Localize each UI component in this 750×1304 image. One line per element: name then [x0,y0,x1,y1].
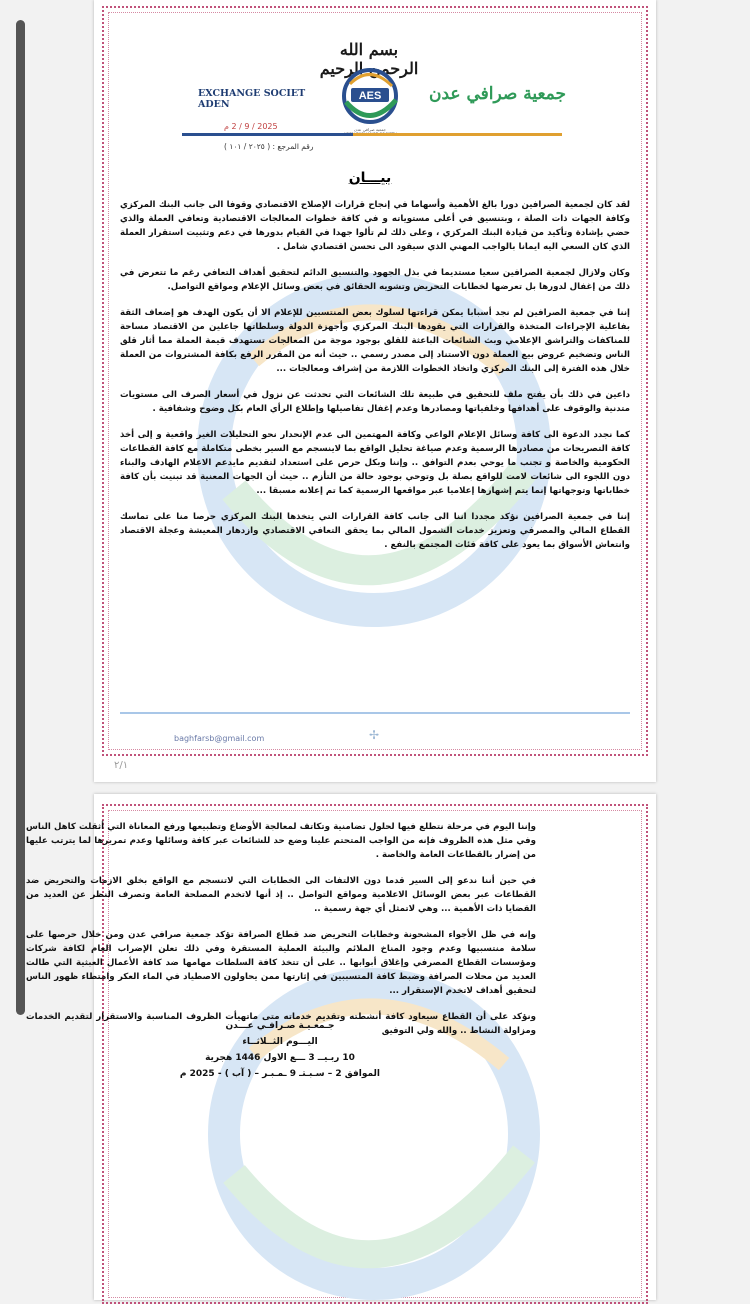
basmala-calligraphy: بسم الله الرحمن الرحيم [319,40,419,78]
header-divider [182,133,562,136]
signature-day: اليـــوم الثــلاثــاء [242,1037,318,1047]
logo-text: AES [358,90,382,102]
paragraph: إننا في جمعية الصرافين نؤكد مجددا اننا الى جانب كافة القرارات التي يتخذها البنك المركزي حرصا منا على تماسك القطاع المالي والمصرفي وتعزيز خدمات الشمول المالي بما يحقق التعافي الاقتصادي وازدهار المعيشة وعجلة الاقتصاد وانتعاش الأسواق بما يعود على كافة فئات المجتمع بالنفع . [120,512,630,550]
paragraph: داعين في ذلك بأن يفتح ملف للتحقيق في طبيعة تلك الشائعات التي تحدثت عن نزول في أسعار الصرف الى مستويات متدنية والوقوف على أهدافها وخلفياتها ومصادرها وعدم إغفال تفاصيلها وإطلاع الرأي العام بكل وضوح وشفافية . [120,390,630,414]
page2-body [26,820,536,1050]
footer-bird-icon: ✢ [368,728,380,742]
page1-body [120,198,630,564]
aes-logo-icon [338,66,402,128]
org-name-english: EXCHANGE SOCIET ADEN [198,88,306,110]
reference-number: رقم المرجع : ( ٢٠٢٥ / ١٠١ ) [224,142,314,151]
scrollbar[interactable] [16,20,25,1015]
paragraph: وكان ولازال لجمعية الصرافين سعيا مستديما في بذل الجهود والتنسيق الدائم لتحقيق أهداف التعافي رغم ما تتعرض في ذلك من إغفال لدورها بل تعرضها لخطابات التحريض وتشويه الحقائق في بعض وسائل الإعلام ومواقع التواصل. [120,268,630,292]
footer-divider [120,712,630,714]
paragraph: وإننا اليوم في مرحلة نتطلع فيها لحلول تضامنية وتكاتف لمعالجة الأوضاع وتطبيعها ورفع المعاناة التي أثقلت كاهل الناس وفي مثل هذه الظروف فإنه من الواجب المتحتم علينا وضع حد للشائعات عبر كافة وسائلها وعدم تمريرها لما يترتب عليها من إضرار بالقطاعات العامة والخاصة . [26,822,536,860]
paragraph: لقد كان لجمعية الصرافين دورا بالغ الأهمية وأسهاما في إنجاح قرارات الإصلاح الاقتصادي وقوفا الى جانب البنك المركزي وكافة الجهات ذات الصلة ، وبتنسيق في أعلى مستوياته و في كافة خطوات المعالجات الاقتصادية وتعافي العملة والذي حضي بإشادة وتأكيد من قيادة البنك المركزي ، وعلى ذلك لم تألوا جهدا في القيام بدورها في دعم وتثبيت استقرار العملة الذي كان السعي اليه ايمانا بالواجب المهني الذي سيقود الى تحسن اقتصادي شامل . [120,200,630,252]
paragraph: إننا في جمعية الصرافين لم نجد أسبابا يمكن قراءتها لسلوك بعض المنتسبين للإعلام الا أن يكون الهدف هو إضعاف الثقة بفاعلية الإجراءات المتخذة والقرارات التي يقودها البنك المركزي وأجهزة الدولة وسلطاتها جاعلين من الاقتصاد مساحة للمناكفات والتراشق الإعلامي وبث الشائعات الباعثة للقلق بوجود موجة من المعالجات تستهدف قيمة العملة مما أثار قلق الناس وتضخيم عروض بيع العملة دون الاستناد إلى مصدر رسمي .. حيث أنه من المقرر الرفع بكافة المشتروات من العملة خلال هذه الفترة إلى البنك المركزي واتخاذ الخطوات اللازمة من إشراف ومعالجات ... [120,308,630,374]
footer-email: baghfarsb@gmail.com [174,734,265,743]
signature-gregorian-date: الموافق 2 – سـبـتـ 9 ـمـبـر – ( آب ) - 2025 م [179,1069,380,1079]
signature-block [180,1018,380,1082]
signature-hijri-date: 10 ربـيــ 3 ـــع الاول 1446 هجرية [205,1053,355,1063]
signature-org: جـمعـيـة صـرافـي عـــدن [225,1021,335,1031]
document-page-1 [94,0,656,782]
logo-subtitle: جمعية صرافي عدن [354,127,386,132]
document-date: 2025 / 9 / 2 م [224,122,278,131]
paragraph: في حين أننا ندعو إلى السير قدما دون الالتفات الى الخطابات التي لاتنسجم مع الواقع بخلق الازمات والتحريض ضد القطاعات عبر بعض الوسائل الاعلامية ومواقع التواصل .. إذ أنها لاتخدم المصلحة العامة وتصرف النظر عن العديد من القضايا ذات الأهمية ... وهي لاتمثل أي جهة رسمية .. [26,876,536,914]
paragraph: كما نجدد الدعوة الى كافة وسائل الإعلام الواعي وكافة المهتمين الى عدم الإنحدار نحو التحليلات الغير واقعية و إلى أخذ كافة التصريحات من مصادرها الرسمية وعدم صياغة تحليل الواقع بما لاينسجم مع السير بخطى متكاملة مع كافة القطاعات الحكومية والخاصة و تجنب ما يوحي بعدم التوافق .. وإننا وبكل حرص على استعداد لتقديم مايدعم الاعلام الهادف والبناء دون اللجوء الى شائعات لامت للواقع بصلة بل وتوحي بوجود حالة من التأزم .. حيث أن الجهات المعنية قد تبنيت بأن كافة خطاباتها وتوجهاتها إنما يتم إشهارها إعلاميا عبر مواقعها الرسمية كما تم إعلانه مسبقا ... [120,430,630,496]
org-name-arabic: جمعية صرافي عدن [428,84,566,104]
document-title: بيـــان [348,170,392,186]
paragraph: ونؤكد على أن القطاع سيعاود كافة أنشطته وتقديم خدماته متى ماتهيأت الظروف المناسبة والاستقرار لتقديم الخدمات ومزاولة النشاط .. والله ولي التوفيق [26,1012,536,1036]
paragraph: وإنه في ظل الأجواء المشحونة وخطابات التحريض ضد قطاع الصرافة تؤكد جمعية صرافي عدن ومن خلال حرصها على سلامة منتسبيها وعدم وجود المناخ الملائم والبيئة العملية المستقرة وفي ذلك تعلن الإضراب العام لكافة شركات ومؤسسات القطاع المصرفي وإغلاق أبوابها .. على أن تتخذ كافة السلطات مهامها ضد كافة الأعمال العبثية التي طالت العديد من محلات الصرافة وضبط كافة المتسببين في إثارتها ممن يحاولون الاصطياد في الماء العكر وامتطاء ظهور الناس لتحقيق أهداف لاتخدم الإستقرار ... [26,930,536,996]
page-number: ٢/١ [114,760,129,771]
